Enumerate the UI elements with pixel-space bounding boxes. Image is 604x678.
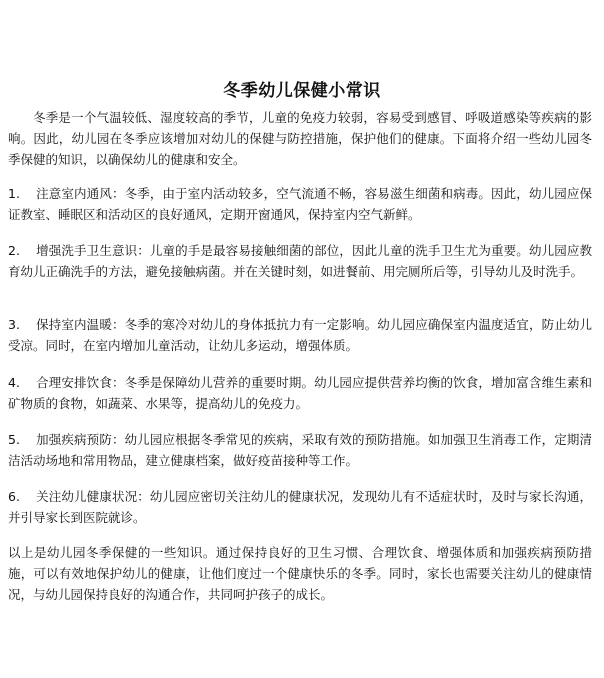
list-item-text: 合理安排饮食：冬季是保障幼儿营养的重要时期。幼儿园应提供营养均衡的饮食，增加富含维生素和矿物质的食物，如蔬菜、水果等，提高幼儿的免疫力。: [8, 375, 592, 411]
list-item-text: 保持室内温暖：冬季的寒冷对幼儿的身体抵抗力有一定影响。幼儿园应确保室内温度适宜，防止幼儿受凉。同时，在室内增加儿童活动，让幼儿多运动，增强体质。: [8, 317, 592, 353]
list-item-number: 5.: [8, 432, 20, 447]
list-item: [8, 183, 592, 225]
closing-paragraph: 以上是幼儿园冬季保健的一些知识。通过保持良好的卫生习惯、合理饮食、增强体质和加强疾病预防措施，可以有效地保护幼儿的健康，让他们度过一个健康快乐的冬季。同时，家长也需要关注幼儿的健康情况，与幼儿园保持良好的沟通合作，共同呵护孩子的成长。: [8, 545, 592, 602]
list-item-number: 3.: [8, 317, 20, 332]
document-title: 冬季幼儿保健小常识: [223, 81, 381, 101]
list-item-text: 加强疾病预防：幼儿园应根据冬季常见的疾病，采取有效的预防措施。如加强卫生消毒工作，定期清洁活动场地和常用物品，建立健康档案，做好疫苗接种等工作。: [8, 432, 592, 468]
list-item-number: 1.: [8, 186, 20, 201]
list-item-text: 关注幼儿健康状况：幼儿园应密切关注幼儿的健康状况，发现幼儿有不适症状时，及时与家长沟通，并引导家长到医院就诊。: [8, 489, 592, 525]
list-item-text: 增强洗手卫生意识：儿童的手是最容易接触细菌的部位，因此儿童的洗手卫生尤为重要。幼儿园应教育幼儿正确洗手的方法，避免接触病菌。并在关键时刻，如进餐前、用完厕所后等，引导幼儿及时洗手。: [8, 243, 592, 279]
intro-paragraph: 冬季是一个气温较低、湿度较高的季节，儿童的免疫力较弱，容易受到感冒、呼吸道感染等疾病的影响。因此，幼儿园在冬季应该增加对幼儿的保健与防控措施，保护他们的健康。下面将介绍一些幼儿园冬季保健的知识，以确保幼儿的健康和安全。: [8, 110, 592, 167]
list-item-text: 注意室内通风：冬季，由于室内活动较多，空气流通不畅，容易滋生细菌和病毒。因此，幼儿园应保证教室、睡眠区和活动区的良好通风，定期开窗通风，保持室内空气新鲜。: [8, 186, 592, 222]
list-item: [8, 240, 592, 282]
list-item-number: 2.: [8, 243, 20, 258]
list-item: [8, 372, 592, 414]
list-item-number: 4.: [8, 375, 20, 390]
list-item: [8, 429, 592, 471]
list-item: [8, 486, 592, 528]
list-item-number: 6.: [8, 489, 20, 504]
list-item: [8, 314, 592, 356]
